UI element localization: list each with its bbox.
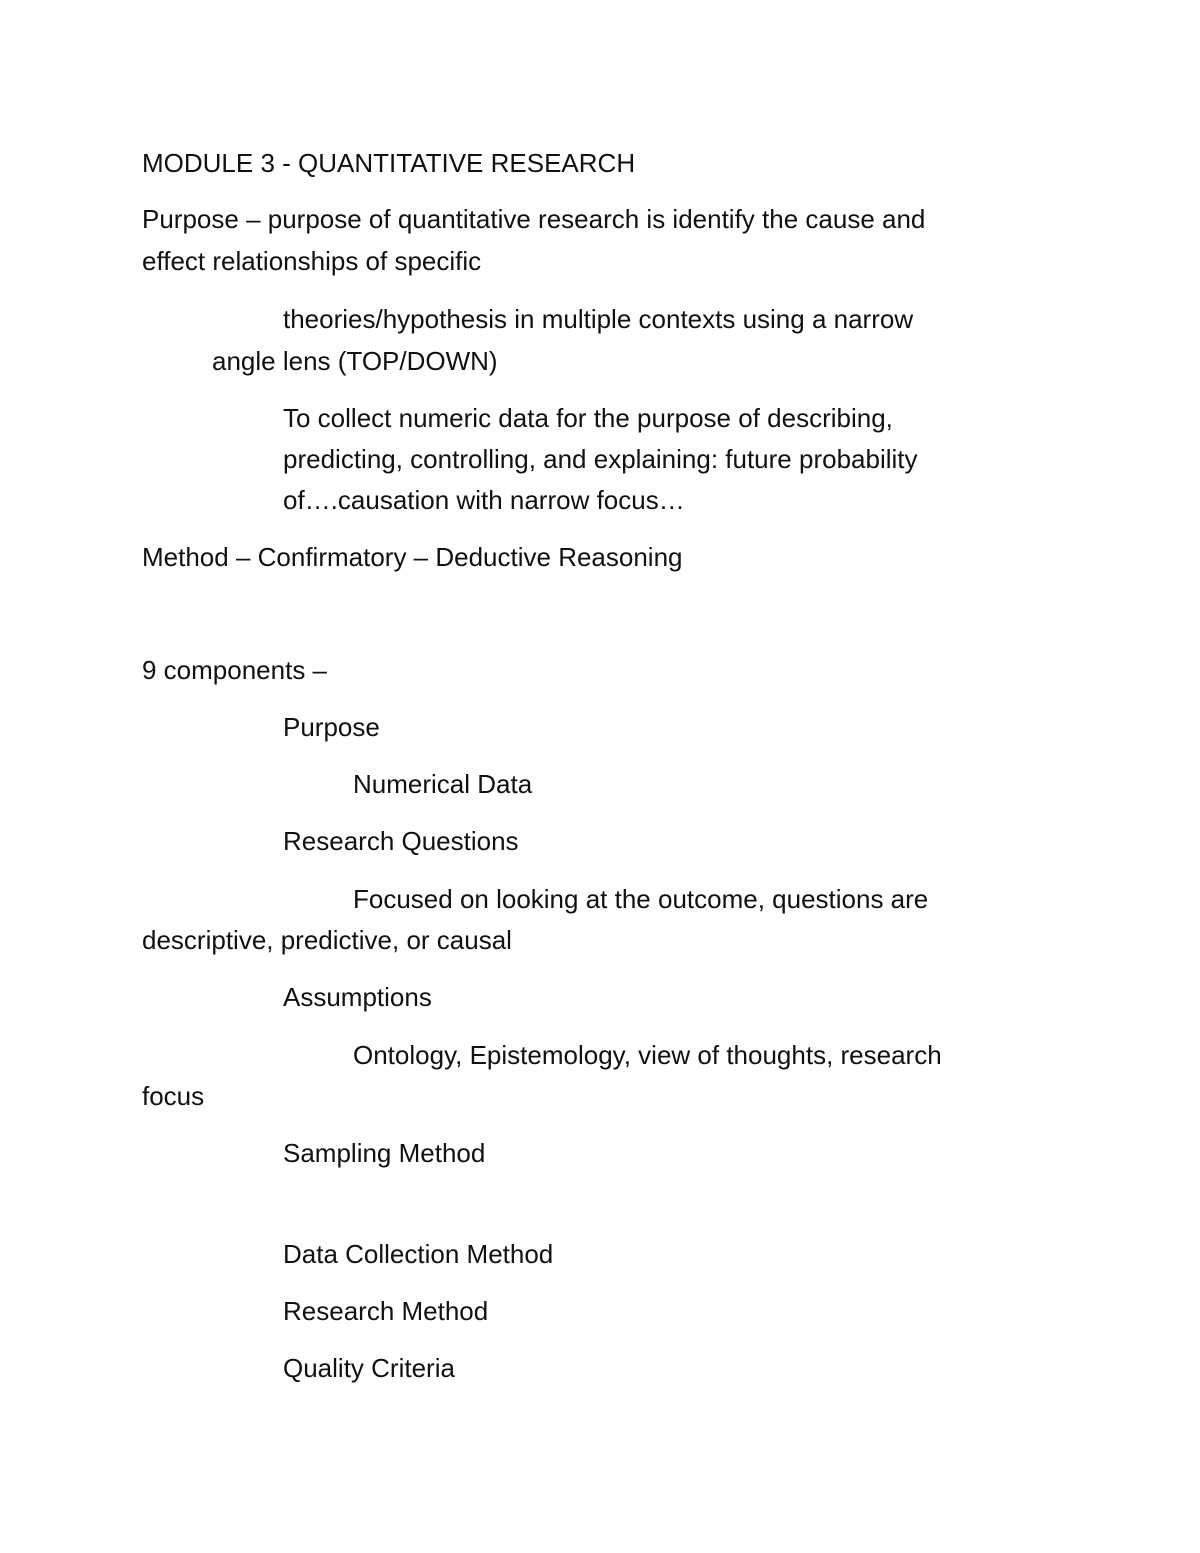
component-data-collection-method: Data Collection Method <box>283 1239 554 1269</box>
method-line: Method – Confirmatory – Deductive Reasoning <box>142 542 683 572</box>
purpose-line-5: To collect numeric data for the purpose of describing, <box>283 403 893 433</box>
component-quality-criteria: Quality Criteria <box>283 1353 455 1383</box>
component-sampling-method: Sampling Method <box>283 1138 486 1168</box>
purpose-line-3: theories/hypothesis in multiple contexts using a narrow <box>283 304 914 334</box>
page-title: MODULE 3 - QUANTITATIVE RESEARCH <box>142 148 636 178</box>
component-purpose: Purpose <box>283 712 380 742</box>
component-assumptions: Assumptions <box>283 982 432 1012</box>
purpose-line-2: effect relationships of specific <box>142 246 482 276</box>
components-heading: 9 components – <box>142 655 328 685</box>
assumptions-detail-line-1: Ontology, Epistemology, view of thoughts, research <box>353 1040 942 1070</box>
purpose-line-7: of….causation with narrow focus… <box>283 485 685 515</box>
component-research-questions: Research Questions <box>283 826 519 856</box>
research-questions-detail-line-2: descriptive, predictive, or causal <box>142 925 512 955</box>
component-research-method: Research Method <box>283 1296 489 1326</box>
research-questions-detail-line-1: Focused on looking at the outcome, questions are <box>353 884 929 914</box>
assumptions-detail-line-2: focus <box>142 1081 205 1111</box>
purpose-line-4: angle lens (TOP/DOWN) <box>212 346 498 376</box>
component-numerical-data: Numerical Data <box>353 769 533 799</box>
purpose-line-1: Purpose – purpose of quantitative research is identify the cause and <box>142 204 926 234</box>
purpose-line-6: predicting, controlling, and explaining: future probability <box>283 444 918 474</box>
